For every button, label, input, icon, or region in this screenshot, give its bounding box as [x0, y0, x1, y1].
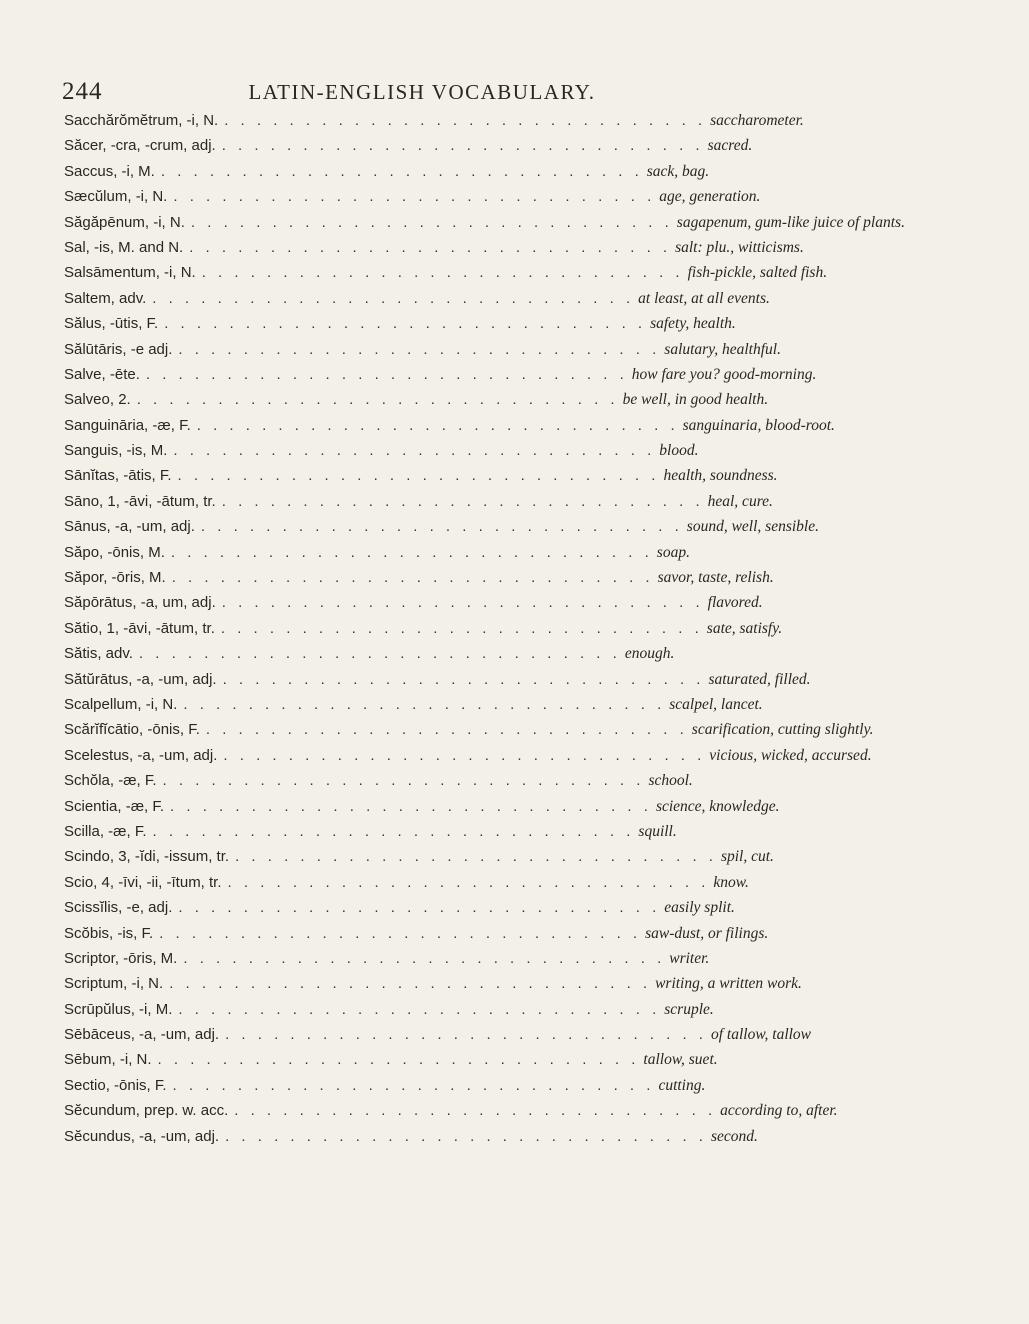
dot-leader: . . . . . . . . . . . . . . . . . . . . . . . . . . . . . . [138, 645, 621, 663]
english-definition: of tallow, tallow [710, 1026, 812, 1044]
english-definition: blood. [659, 442, 699, 460]
english-definition: be well, in good health. [622, 391, 769, 409]
vocabulary-entry [64, 163, 764, 188]
dot-leader: . . . . . . . . . . . . . . . . . . . . . . . . . . . . . . [173, 442, 656, 460]
latin-headword: Scientia, -æ, F. [64, 797, 165, 815]
vocabulary-entry [64, 391, 769, 416]
latin-headword: Sāno, 1, -āvi, -ātum, tr. [64, 492, 216, 510]
english-definition: safety, health. [650, 315, 736, 333]
latin-headword: Săpor, -ōris, M. [64, 569, 166, 587]
english-definition: science, knowledge. [655, 797, 780, 815]
vocabulary-entry [64, 772, 764, 797]
vocabulary-list [64, 112, 905, 1153]
vocabulary-entry [64, 238, 804, 264]
vocabulary-entry [64, 213, 905, 239]
english-definition: saw-dust, or filings. [645, 924, 769, 942]
vocabulary-entry [64, 797, 780, 823]
latin-headword: Sanguināria, -æ, F. [64, 416, 191, 434]
english-definition: according to, after. [720, 1102, 838, 1120]
vocabulary-entry [64, 1026, 812, 1051]
vocabulary-entry [64, 619, 783, 645]
latin-headword: Sĕcundum, prep. w. acc. [64, 1102, 229, 1120]
english-definition: soap. [656, 543, 690, 561]
vocabulary-entry [64, 569, 774, 594]
latin-headword: Saccus, -i, M. [64, 162, 155, 180]
latin-headword: Săgăpēnum, -i, N. [64, 213, 185, 231]
page-number: 244 [62, 78, 103, 105]
latin-headword: Sătŭrātus, -a, -um, adj. [64, 670, 217, 688]
page-header [62, 78, 742, 108]
dot-leader: . . . . . . . . . . . . . . . . . . . . . . . . . . . . . . [164, 315, 647, 333]
dot-leader: . . . . . . . . . . . . . . . . . . . . . . . . . . . . . . [136, 391, 619, 409]
latin-headword: Săpo, -ōnis, M. [64, 543, 165, 561]
english-definition: sanguinaria, blood-root. [682, 416, 835, 434]
english-definition: squill. [638, 822, 677, 840]
dot-leader: . . . . . . . . . . . . . . . . . . . . . . . . . . . . . . [173, 188, 656, 206]
dot-leader: . . . . . . . . . . . . . . . . . . . . . . . . . . . . . . [190, 213, 673, 231]
dot-leader: . . . . . . . . . . . . . . . . . . . . . . . . . . . . . . [183, 949, 666, 967]
dot-leader: . . . . . . . . . . . . . . . . . . . . . . . . . . . . . . [172, 1076, 655, 1094]
latin-headword: Scriptum, -i, N. [64, 975, 164, 993]
vocabulary-entry [64, 289, 770, 315]
vocabulary-entry [64, 492, 773, 518]
vocabulary-entry [64, 1128, 764, 1153]
dot-leader: . . . . . . . . . . . . . . . . . . . . . . . . . . . . . . [225, 1127, 707, 1145]
vocabulary-entry [64, 950, 764, 975]
vocabulary-entry [64, 112, 804, 137]
dot-leader: . . . . . . . . . . . . . . . . . . . . . . . . . . . . . . [227, 873, 710, 891]
dot-leader: . . . . . . . . . . . . . . . . . . . . . . . . . . . . . . [225, 1026, 707, 1044]
dot-leader: . . . . . . . . . . . . . . . . . . . . . . . . . . . . . . [223, 746, 706, 764]
latin-headword: Scilla, -æ, F. [64, 822, 147, 840]
dot-leader: . . . . . . . . . . . . . . . . . . . . . . . . . . . . . . [171, 569, 654, 587]
vocabulary-entry [64, 1102, 838, 1127]
english-definition: salt: plu., witticisms. [675, 238, 804, 256]
latin-headword: Scissĭlis, -e, adj. [64, 899, 173, 917]
latin-headword: Salveo, 2. [64, 391, 131, 409]
english-definition: scruple. [664, 1000, 714, 1018]
dot-leader: . . . . . . . . . . . . . . . . . . . . . . . . . . . . . . [170, 543, 653, 561]
latin-headword: Sēbāceus, -a, -um, adj. [64, 1026, 220, 1044]
vocabulary-entry [64, 1001, 764, 1026]
vocabulary-entry [64, 1051, 764, 1076]
english-definition: savor, taste, relish. [657, 569, 774, 587]
dot-leader: . . . . . . . . . . . . . . . . . . . . . . . . . . . . . . [234, 1102, 717, 1120]
english-definition: saccharometer. [710, 112, 804, 129]
english-definition: writing, a written work. [655, 975, 802, 993]
latin-headword: Scio, 4, -īvi, -ii, -ītum, tr. [64, 873, 222, 891]
vocabulary-entry [64, 924, 769, 950]
dot-leader: . . . . . . . . . . . . . . . . . . . . . . . . . . . . . . [178, 1000, 661, 1018]
vocabulary-entry [64, 518, 819, 543]
dot-leader: . . . . . . . . . . . . . . . . . . . . . . . . . . . . . . [221, 137, 704, 155]
dot-leader: . . . . . . . . . . . . . . . . . . . . . . . . . . . . . . [162, 772, 645, 790]
vocabulary-entry [64, 721, 874, 746]
english-definition: flavored. [707, 594, 763, 612]
latin-headword: Scrūpŭlus, -i, M. [64, 1000, 173, 1018]
latin-headword: Sătis, adv. [64, 645, 133, 663]
dot-leader: . . . . . . . . . . . . . . . . . . . . . . . . . . . . . . [169, 975, 652, 993]
english-definition: scalpel, lancet. [669, 695, 763, 713]
english-definition: vicious, wicked, accursed. [709, 746, 872, 764]
english-definition: age, generation. [659, 188, 761, 206]
latin-headword: Scindo, 3, -ĭdi, -issum, tr. [64, 848, 230, 866]
english-definition: spil, cut. [720, 848, 774, 866]
english-definition: saturated, filled. [708, 670, 811, 688]
latin-headword: Schŏla, -æ, F. [64, 772, 157, 790]
english-definition: tallow, suet. [643, 1051, 718, 1069]
vocabulary-entry [64, 975, 802, 1000]
dot-leader: . . . . . . . . . . . . . . . . . . . . . . . . . . . . . . [183, 695, 666, 713]
dot-leader: . . . . . . . . . . . . . . . . . . . . . . . . . . . . . . [224, 112, 707, 129]
dot-leader: . . . . . . . . . . . . . . . . . . . . . . . . . . . . . . [189, 238, 672, 256]
latin-headword: Sal, -is, M. and N. [64, 238, 184, 256]
latin-headword: Sălūtāris, -e adj. [64, 340, 173, 358]
english-definition: easily split. [664, 899, 735, 917]
english-definition: at least, at all events. [638, 289, 770, 307]
latin-headword: Sĕcundus, -a, -um, adj. [64, 1127, 220, 1145]
vocabulary-entry [64, 696, 764, 721]
vocabulary-entry [64, 264, 828, 289]
dot-leader: . . . . . . . . . . . . . . . . . . . . . . . . . . . . . . [152, 822, 635, 840]
latin-headword: Scriptor, -ōris, M. [64, 949, 178, 967]
english-definition: sack, bag. [646, 162, 710, 180]
dot-leader: . . . . . . . . . . . . . . . . . . . . . . . . . . . . . . [178, 899, 661, 917]
dot-leader: . . . . . . . . . . . . . . . . . . . . . . . . . . . . . . [205, 721, 688, 739]
dot-leader: . . . . . . . . . . . . . . . . . . . . . . . . . . . . . . [222, 670, 705, 688]
latin-headword: Sēbum, -i, N. [64, 1051, 152, 1069]
vocabulary-entry [64, 315, 764, 340]
running-title: LATIN-ENGLISH VOCABULARY. [248, 80, 596, 104]
vocabulary-entry [64, 442, 764, 467]
english-definition: sagapenum, gum-like juice of plants. [676, 213, 905, 231]
english-definition: writer. [669, 949, 710, 967]
vocabulary-entry [64, 416, 835, 442]
vocabulary-entry [64, 899, 764, 924]
dot-leader: . . . . . . . . . . . . . . . . . . . . . . . . . . . . . . [159, 924, 642, 942]
vocabulary-entry [64, 594, 764, 619]
latin-headword: Sānus, -a, -um, adj. [64, 518, 195, 536]
latin-headword: Saltem, adv. [64, 289, 147, 307]
latin-headword: Salsāmentum, -i, N. [64, 264, 196, 282]
english-definition: fish-pickle, salted fish. [687, 264, 828, 282]
vocabulary-entry [64, 365, 817, 391]
latin-headword: Scărĭfĭcātio, -ōnis, F. [64, 721, 200, 739]
english-definition: enough. [624, 645, 675, 663]
english-definition: sacred. [707, 137, 753, 155]
dot-leader: . . . . . . . . . . . . . . . . . . . . . . . . . . . . . . [170, 797, 652, 815]
dot-leader: . . . . . . . . . . . . . . . . . . . . . . . . . . . . . . [221, 594, 704, 612]
dot-leader: . . . . . . . . . . . . . . . . . . . . . . . . . . . . . . [178, 340, 661, 358]
vocabulary-entry [64, 544, 764, 569]
vocabulary-entry [64, 137, 764, 162]
latin-headword: Sæcŭlum, -i, N. [64, 188, 168, 206]
english-definition: heal, cure. [707, 492, 773, 510]
dot-leader: . . . . . . . . . . . . . . . . . . . . . . . . . . . . . . [152, 289, 635, 307]
english-definition: sound, well, sensible. [686, 518, 819, 536]
vocabulary-entry [64, 848, 774, 873]
vocabulary-entry [64, 188, 764, 213]
latin-headword: Sānĭtas, -ātis, F. [64, 467, 172, 485]
english-definition: how fare you? good-morning. [631, 365, 817, 383]
english-definition: know. [713, 873, 749, 891]
latin-headword: Scelestus, -a, -um, adj. [64, 746, 218, 764]
english-definition: salutary, healthful. [664, 340, 781, 358]
latin-headword: Scŏbis, -is, F. [64, 924, 154, 942]
dot-leader: . . . . . . . . . . . . . . . . . . . . . . . . . . . . . . [160, 162, 643, 180]
english-definition: scarification, cutting slightly. [691, 721, 874, 739]
latin-headword: Scalpellum, -i, N. [64, 695, 178, 713]
dot-leader: . . . . . . . . . . . . . . . . . . . . . . . . . . . . . . [145, 365, 628, 383]
latin-headword: Săcer, -cra, -crum, adj. [64, 137, 216, 155]
dot-leader: . . . . . . . . . . . . . . . . . . . . . . . . . . . . . . [200, 518, 683, 536]
english-definition: health, soundness. [663, 467, 778, 485]
dot-leader: . . . . . . . . . . . . . . . . . . . . . . . . . . . . . . [220, 619, 703, 637]
dot-leader: . . . . . . . . . . . . . . . . . . . . . . . . . . . . . . [157, 1051, 640, 1069]
latin-headword: Sectio, -ōnis, F. [64, 1076, 167, 1094]
vocabulary-entry [64, 645, 764, 670]
english-definition: second. [710, 1127, 758, 1145]
vocabulary-entry [64, 1077, 764, 1102]
latin-headword: Salve, -ēte. [64, 365, 140, 383]
vocabulary-entry [64, 340, 781, 366]
latin-headword: Săpōrātus, -a, um, adj. [64, 594, 216, 612]
latin-headword: Sălus, -ūtis, F. [64, 315, 159, 333]
vocabulary-entry [64, 874, 764, 899]
latin-headword: Sătio, 1, -āvi, -ātum, tr. [64, 619, 215, 637]
vocabulary-entry [64, 823, 764, 848]
english-definition: sate, satisfy. [706, 619, 783, 637]
vocabulary-entry [64, 467, 778, 492]
dot-leader: . . . . . . . . . . . . . . . . . . . . . . . . . . . . . . [201, 264, 684, 282]
latin-headword: Sacchărŏmĕtrum, -i, N. [64, 112, 219, 129]
dot-leader: . . . . . . . . . . . . . . . . . . . . . . . . . . . . . . [196, 416, 679, 434]
dot-leader: . . . . . . . . . . . . . . . . . . . . . . . . . . . . . . [235, 848, 717, 866]
english-definition: school. [648, 772, 693, 790]
vocabulary-entry [64, 746, 872, 772]
latin-headword: Sanguis, -is, M. [64, 442, 168, 460]
dot-leader: . . . . . . . . . . . . . . . . . . . . . . . . . . . . . . [177, 467, 660, 485]
english-definition: cutting. [658, 1076, 706, 1094]
dot-leader: . . . . . . . . . . . . . . . . . . . . . . . . . . . . . . [221, 492, 704, 510]
vocabulary-entry [64, 670, 811, 696]
